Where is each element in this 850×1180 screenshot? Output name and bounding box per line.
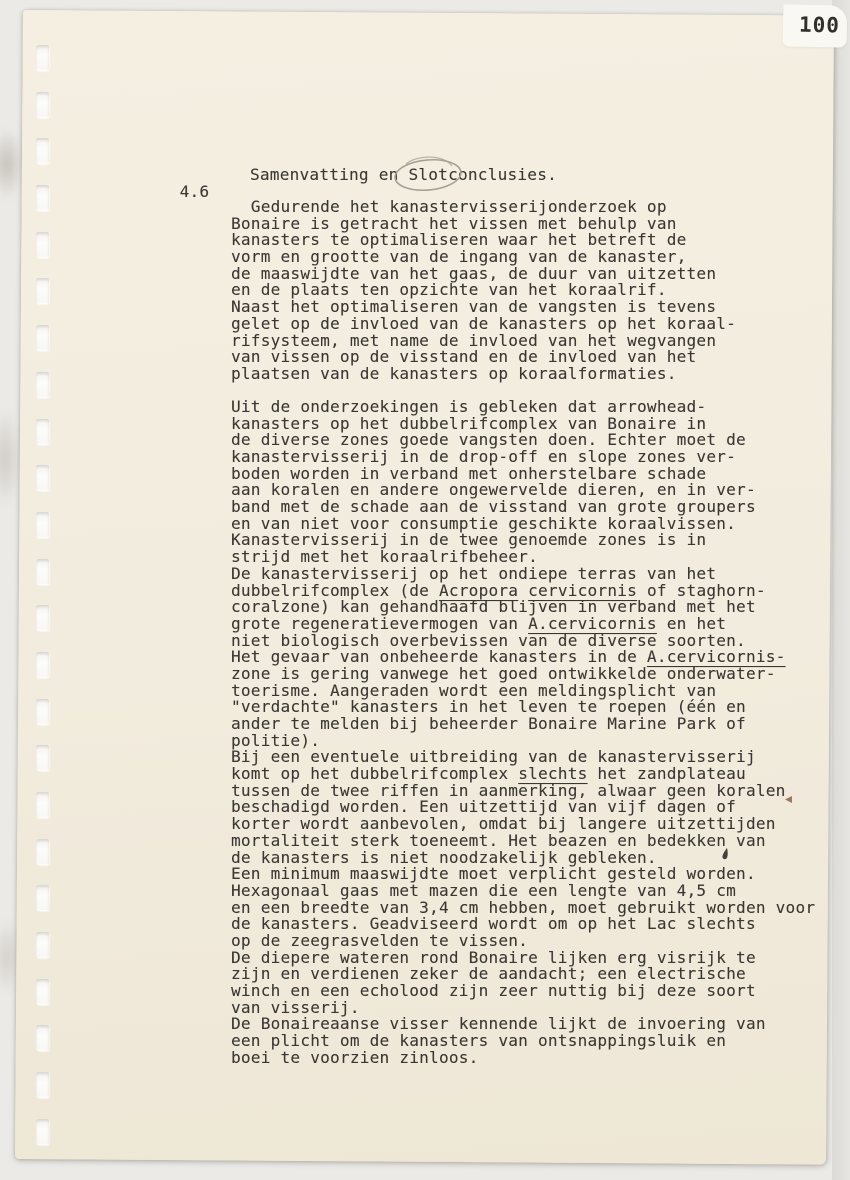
paragraph xyxy=(231,396,816,1067)
text-line: van visserij. xyxy=(231,997,360,1017)
binder-hole xyxy=(36,839,49,865)
text-line: boei te voorzien zinloos. xyxy=(231,1047,479,1067)
body-text xyxy=(231,199,815,1066)
text-line: korter wordt aanbevolen, omdat bij langere uitzettijden xyxy=(231,814,776,834)
page-edge-background xyxy=(832,0,850,1180)
text-line: aan koralen en andere ongewervelde dieren, en in ver- xyxy=(231,480,756,500)
text-line: de kanasters is niet noodzakelijk gebleken. xyxy=(231,847,657,867)
text-line: gelet op de invloed van de kanasters op het koraal- xyxy=(231,313,737,333)
text-line: De Bonaireaanse visser kennende lijkt de invoering van xyxy=(231,1014,766,1034)
text-line: De diepere wateren rond Bonaire lijken erg visrijk te xyxy=(231,947,756,967)
text-line: zone is gering vanwege het goed ontwikkelde onderwater- xyxy=(231,663,776,683)
text-line: komt op het dubbelrifcomplex slechts het zandplateau xyxy=(231,764,746,784)
text-line: Bonaire is getracht het vissen met behulp van xyxy=(231,213,677,233)
scan-smudge xyxy=(0,128,24,200)
heading-prefix: Samenvatting en xyxy=(250,165,409,184)
binder-hole xyxy=(36,745,49,771)
binder-hole xyxy=(36,512,49,538)
text-line: Het gevaar van onbeheerde kanasters in de A.cervicornis- xyxy=(231,647,786,667)
binder-hole xyxy=(36,92,49,118)
text-line: Kanastervisserij in de twee genoemde zones is in xyxy=(231,530,707,550)
circled-word-text: Slot xyxy=(408,165,449,184)
text-line: de maaswijdte van het gaas, de duur van uitzetten xyxy=(231,263,717,283)
text-line: politie). xyxy=(231,730,321,750)
text-line: Hexagonaal gaas met mazen die een lengte van 4,5 cm xyxy=(231,880,737,900)
binder-hole xyxy=(36,372,49,398)
binder-hole xyxy=(36,605,49,631)
text-line: de kanasters. Geadviseerd wordt om op het Lac slechts xyxy=(231,914,756,934)
text-line: van vissen op de visstand en de invloed van het xyxy=(231,347,697,367)
text-line: kanasters te optimaliseren waar het betreft de xyxy=(231,230,687,250)
text-line: en de plaats ten opzichte van het koraalrif. xyxy=(231,280,667,300)
text-line: en van niet voor consumptie geschikte koraalvissen. xyxy=(231,513,737,533)
binder-hole xyxy=(36,792,49,818)
page-number-label xyxy=(783,4,848,47)
binder-hole xyxy=(36,232,49,258)
pencil-tick-mark xyxy=(784,789,793,798)
binder-hole xyxy=(36,325,49,351)
binder-hole xyxy=(36,138,49,164)
paragraph xyxy=(231,199,815,383)
binder-hole xyxy=(36,1119,49,1145)
binder-hole xyxy=(36,559,49,585)
text-line: winch en een echolood zijn zeer nuttig bij deze soort xyxy=(231,981,756,1001)
text-line: De kanastervisserij op het ondiepe terras van het xyxy=(231,563,717,583)
text-line: kanastervisserij in de drop-off en slope zones ver- xyxy=(231,447,737,467)
text-line: zijn en verdienen zeker de aandacht; een electrische xyxy=(231,964,746,984)
text-line: Naast het optimaliseren van de vangsten is tevens xyxy=(231,297,717,317)
binder-hole xyxy=(36,932,49,958)
text-line: Uit de onderzoekingen is gebleken dat arrowhead- xyxy=(231,396,707,416)
circled-word xyxy=(408,167,448,184)
text-line: niet biologisch overbevissen van de diverse soorten. xyxy=(231,630,746,650)
text-line: boden worden in verband met onherstelbare schade xyxy=(231,463,707,483)
binder-hole xyxy=(36,419,49,445)
binder-hole xyxy=(36,278,49,304)
section-number: 4.6 xyxy=(179,181,210,201)
text-line: een plicht om de kanasters van ontsnappingsluik en xyxy=(231,1031,727,1051)
text-line: Bij een eventuele uitbreiding van de kanastervisserij xyxy=(231,747,756,767)
text-line: en een breedte van 3,4 cm hebben, moet gebruikt worden voor xyxy=(231,897,816,917)
binder-hole xyxy=(36,652,49,678)
text-line: de diverse zones goede vangsten doen. Echter moet de xyxy=(231,430,746,450)
text-line: coralzone) kan gehandhaafd blijven in verband met het xyxy=(231,597,756,617)
heading-text xyxy=(250,167,557,184)
binder-hole xyxy=(36,45,49,71)
text-line: ander te melden bij beheerder Bonaire Marine Park of xyxy=(231,714,746,734)
text-line: Gedurende het kanastervisserijonderzoek op xyxy=(231,197,667,216)
text-line: kanasters op het dubbelrifcomplex van Bonaire in xyxy=(231,413,707,433)
text-line: Een minimum maaswijdte moet verplicht gesteld worden. xyxy=(231,864,756,884)
text-line: grote regeneratievermogen van A.cervicornis en het xyxy=(231,613,727,633)
binder-hole xyxy=(36,885,49,911)
text-line: vorm en grootte van de ingang van de kanaster, xyxy=(231,247,687,267)
text-line: "verdachte" kanasters in het leven te roepen (één en xyxy=(231,697,746,717)
text-line: band met de schade aan de visstand van grote groupers xyxy=(231,497,756,517)
binder-hole xyxy=(36,185,49,211)
binder-hole xyxy=(36,1072,49,1098)
binder-hole xyxy=(36,465,49,491)
binder-hole xyxy=(36,699,49,725)
text-line: toerisme. Aangeraden wordt een meldingsplicht van xyxy=(231,680,717,700)
binder-hole xyxy=(36,979,49,1005)
text-line: strijd met het koraalrifbeheer. xyxy=(231,547,538,567)
text-line: plaatsen van de kanasters op koraalformaties. xyxy=(231,363,677,383)
text-line: rifsysteem, met name de invloed van het wegvangen xyxy=(231,330,717,350)
binder-hole xyxy=(36,1025,49,1051)
heading-suffix: conclusies. xyxy=(448,165,558,184)
page-number: 100 xyxy=(798,12,841,38)
text-line: beschadigd worden. Een uitzettijd van vijf dagen of xyxy=(231,797,737,817)
binder-holes xyxy=(36,45,49,1145)
text-line: mortaliteit sterk toeneemt. Het beazen en bedekken van xyxy=(231,830,766,850)
text-line: op de zeegrasvelden te vissen. xyxy=(231,930,529,950)
text-line: tussen de twee riffen in aanmerking, alwaar geen koralen xyxy=(231,780,786,800)
ink-blot-mark xyxy=(720,846,730,860)
text-line: dubbelrifcomplex (de Acropora cervicornis of staghorn- xyxy=(231,580,766,600)
